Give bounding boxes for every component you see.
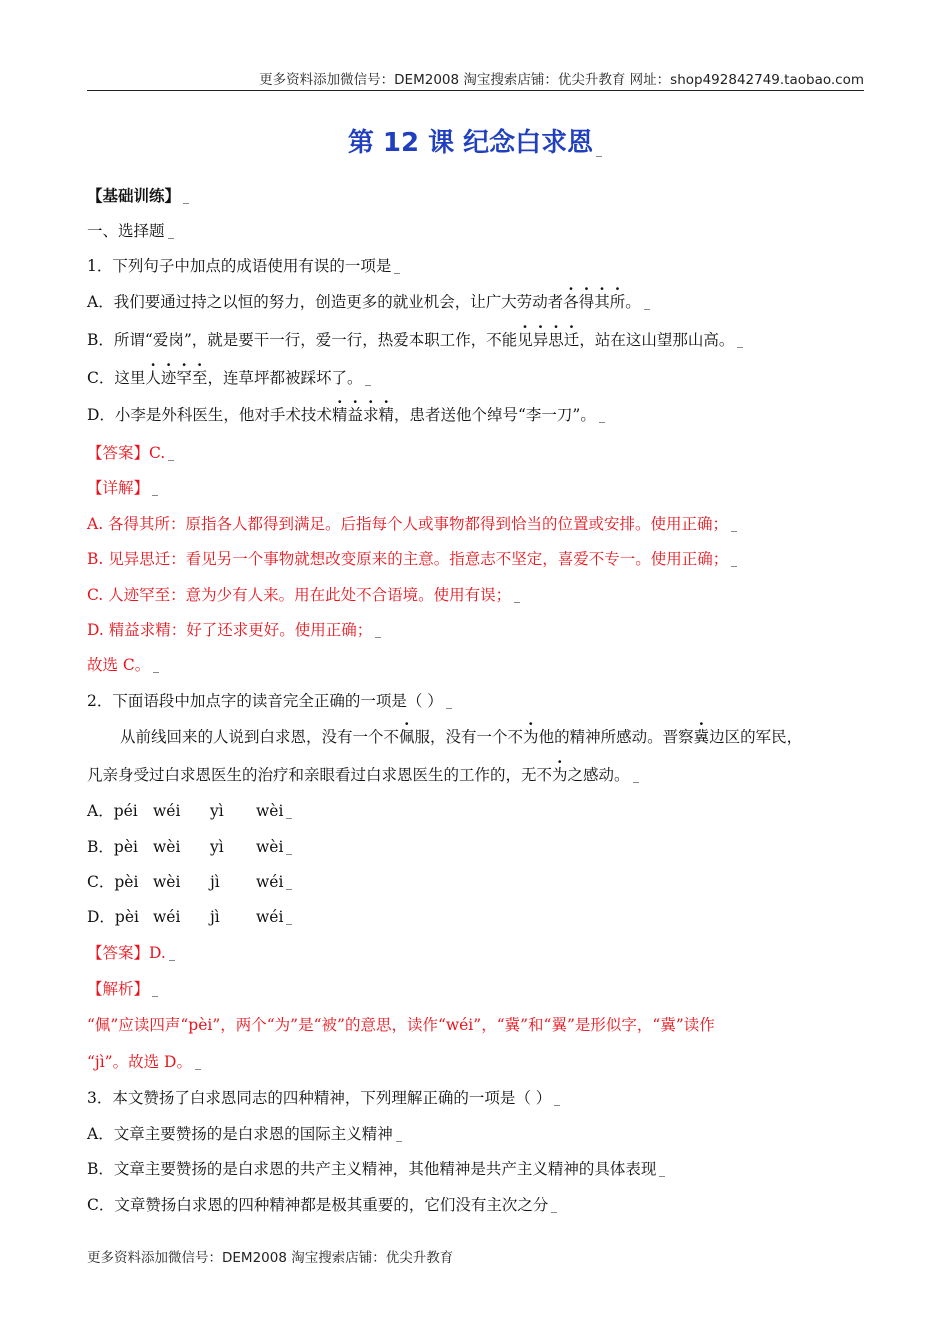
part-heading — [87, 221, 174, 241]
q1-option-b — [87, 330, 743, 350]
q1-conclusion — [87, 655, 159, 675]
q1-detail-a-text: A. 各得其所：原指各人都得到满足。后指每个人或事物都得到恰当的位置或安排。使用正确； — [87, 515, 729, 533]
dotted-char: 人 — [145, 369, 161, 387]
q2-option-a — [87, 801, 292, 821]
lesson-title-text: 第 12 课 纪念白求恩 — [347, 128, 594, 158]
q2-answer-text: 【答案】D. — [87, 944, 166, 962]
option-label: C．pèi — [87, 873, 139, 891]
q1-option-b-text: B．所谓“爱岗”，就是要干一行，爱一行，热爱本职工作，不能 — [87, 331, 518, 349]
dotted-char: 精 — [378, 406, 394, 424]
dotted-char: 得 — [578, 293, 595, 311]
dotted-char: 思 — [548, 331, 564, 349]
q1-option-d-end: ，患者送他个绰号“李一刀”。 — [394, 406, 596, 424]
lesson-title — [0, 122, 950, 159]
q2-option-b — [87, 837, 292, 857]
dotted-char: 各 — [563, 293, 579, 311]
option-reading: wèi — [256, 802, 284, 820]
option-reading: wéi — [153, 802, 181, 820]
dotted-char: 求 — [362, 406, 379, 424]
q1-answer — [87, 443, 174, 463]
q1-option-d-text: D．小李是外科医生，他对手术技术 — [87, 406, 332, 424]
dotted-char: 所 — [609, 293, 626, 311]
q2-analysis-line-2 — [87, 1052, 201, 1072]
dotted-char-wei-2: 为 — [552, 766, 568, 784]
q1-option-c-end: ，连草坪都被踩坏了。 — [207, 369, 363, 387]
q2-analysis-line-2-text: “jì”。故选 D。 — [87, 1053, 192, 1071]
question-1-stem — [87, 256, 400, 276]
option-reading: yì — [210, 802, 224, 820]
q1-detail-d-text: D. 精益求精：好了还求更好。使用正确； — [87, 621, 373, 639]
q2-analysis-line-1-text: “佩”应读四声“pèi”，两个“为”是“被”的意思，读作“wéi”，“冀”和“翼”是形似字，“冀”读作 — [87, 1016, 715, 1034]
passage-text: 之感动。 — [567, 766, 630, 784]
section-heading-text: 【基础训练】 — [87, 186, 181, 205]
page-footer: 更多资料添加微信号：DEM2008 淘宝搜索店铺：优尖升教育 — [87, 1250, 454, 1266]
section-heading — [87, 186, 189, 206]
q3-option-a — [87, 1124, 402, 1144]
question-3-stem — [87, 1088, 560, 1108]
option-reading: wéi — [256, 873, 284, 891]
dotted-char-ji: 冀 — [693, 728, 710, 746]
option-reading: wéi — [256, 908, 284, 926]
q2-option-c — [87, 872, 292, 892]
option-reading: wèi — [256, 838, 284, 856]
page-header: 更多资料添加微信号：DEM2008 淘宝搜索店铺：优尖升教育 网址：shop492842749.taobao.com — [87, 68, 864, 91]
q1-detail-c-text: C. 人迹罕至：意为少有人来。用在此处不合语境。使用有误； — [87, 586, 512, 604]
option-reading: jì — [210, 873, 220, 891]
q2-answer — [87, 943, 175, 963]
q1-option-a-dotted — [563, 293, 625, 311]
dotted-char-pei: 佩 — [399, 728, 415, 746]
q1-detail-heading-text: 【详解】 — [87, 479, 150, 497]
q3-option-b-text: B．文章主要赞扬的是白求恩的共产主义精神，其他精神是共产主义精神的具体表现 — [87, 1160, 657, 1178]
q1-option-c-dotted — [145, 369, 207, 387]
q1-detail-c — [87, 585, 520, 605]
q2-passage-line-2 — [87, 765, 639, 785]
question-3-stem-text: 3．本文赞扬了白求恩同志的四种精神，下列理解正确的一项是（ ） — [87, 1089, 552, 1107]
dotted-char: 罕 — [176, 369, 192, 387]
part-heading-text: 一、选择题 — [87, 222, 165, 240]
q1-option-a-end: 。 — [625, 293, 641, 311]
dotted-char-wei-1: 为 — [523, 728, 539, 746]
q1-option-d — [87, 405, 605, 425]
q1-option-a-text: A．我们要通过持之以恒的努力，创造更多的就业机会，让广大劳动者 — [87, 293, 564, 311]
dotted-char: 见 — [517, 331, 533, 349]
q3-option-c — [87, 1195, 557, 1215]
q1-conclusion-text: 故选 C。 — [87, 656, 151, 674]
q2-analysis-line-1 — [87, 1015, 715, 1035]
option-label: D．pèi — [87, 908, 139, 926]
q1-detail-b-text: B. 见异思迁：看见另一个事物就想改变原来的主意。指意志不坚定，喜爱不专一。使用正确； — [87, 550, 729, 568]
option-label: B．pèi — [87, 838, 138, 856]
passage-text: 他的精神所感动。晋察 — [538, 728, 694, 746]
dotted-char: 迁 — [563, 331, 580, 349]
dotted-char: 迹 — [160, 369, 177, 387]
question-2-stem — [87, 691, 452, 711]
passage-text: 边区的军民， — [709, 728, 803, 746]
passage-text: 服，没有一个不 — [414, 728, 524, 746]
option-reading: yì — [210, 838, 224, 856]
q1-detail-d — [87, 620, 381, 640]
q2-option-d — [87, 907, 292, 927]
option-reading: wèi — [153, 873, 181, 891]
question-2-stem-text: 2．下面语段中加点字的读音完全正确的一项是（ ） — [87, 692, 443, 710]
dotted-char: 异 — [532, 331, 549, 349]
option-reading: jì — [210, 908, 220, 926]
q1-option-a — [87, 292, 650, 312]
q1-detail-a — [87, 514, 737, 534]
option-label: A．péi — [87, 802, 138, 820]
q3-option-c-text: C．文章赞扬白求恩的四种精神都是极其重要的，它们没有主次之分 — [87, 1196, 549, 1214]
q1-option-c — [87, 368, 371, 388]
passage-text: 凡亲身受过白求恩医生的治疗和亲眼看过白求恩医生的工作的，无不 — [87, 766, 553, 784]
q3-option-b — [87, 1159, 665, 1179]
q1-option-c-text: C．这里 — [87, 369, 146, 387]
option-reading: wéi — [153, 908, 181, 926]
dotted-char: 至 — [191, 369, 208, 387]
q1-option-b-dotted — [517, 331, 579, 349]
q2-analysis-heading — [87, 979, 158, 999]
q1-option-b-end: ，站在这山望那山高。 — [579, 331, 735, 349]
q1-detail-heading — [87, 478, 158, 498]
q1-detail-b — [87, 549, 737, 569]
q3-option-a-text: A．文章主要赞扬的是白求恩的国际主义精神 — [87, 1125, 393, 1143]
q1-answer-text: 【答案】C. — [87, 444, 166, 462]
dotted-char: 益 — [347, 406, 363, 424]
option-reading: wèi — [153, 838, 181, 856]
question-1-stem-text: 1．下列句子中加点的成语使用有误的一项是 — [87, 257, 392, 275]
q2-passage-line-1 — [120, 727, 802, 747]
q1-option-d-dotted — [332, 406, 394, 424]
q2-analysis-heading-text: 【解析】 — [87, 980, 150, 998]
dotted-char: 精 — [331, 406, 348, 424]
dotted-char: 其 — [594, 293, 610, 311]
passage-text: 从前线回来的人说到白求恩，没有一个不 — [120, 728, 400, 746]
